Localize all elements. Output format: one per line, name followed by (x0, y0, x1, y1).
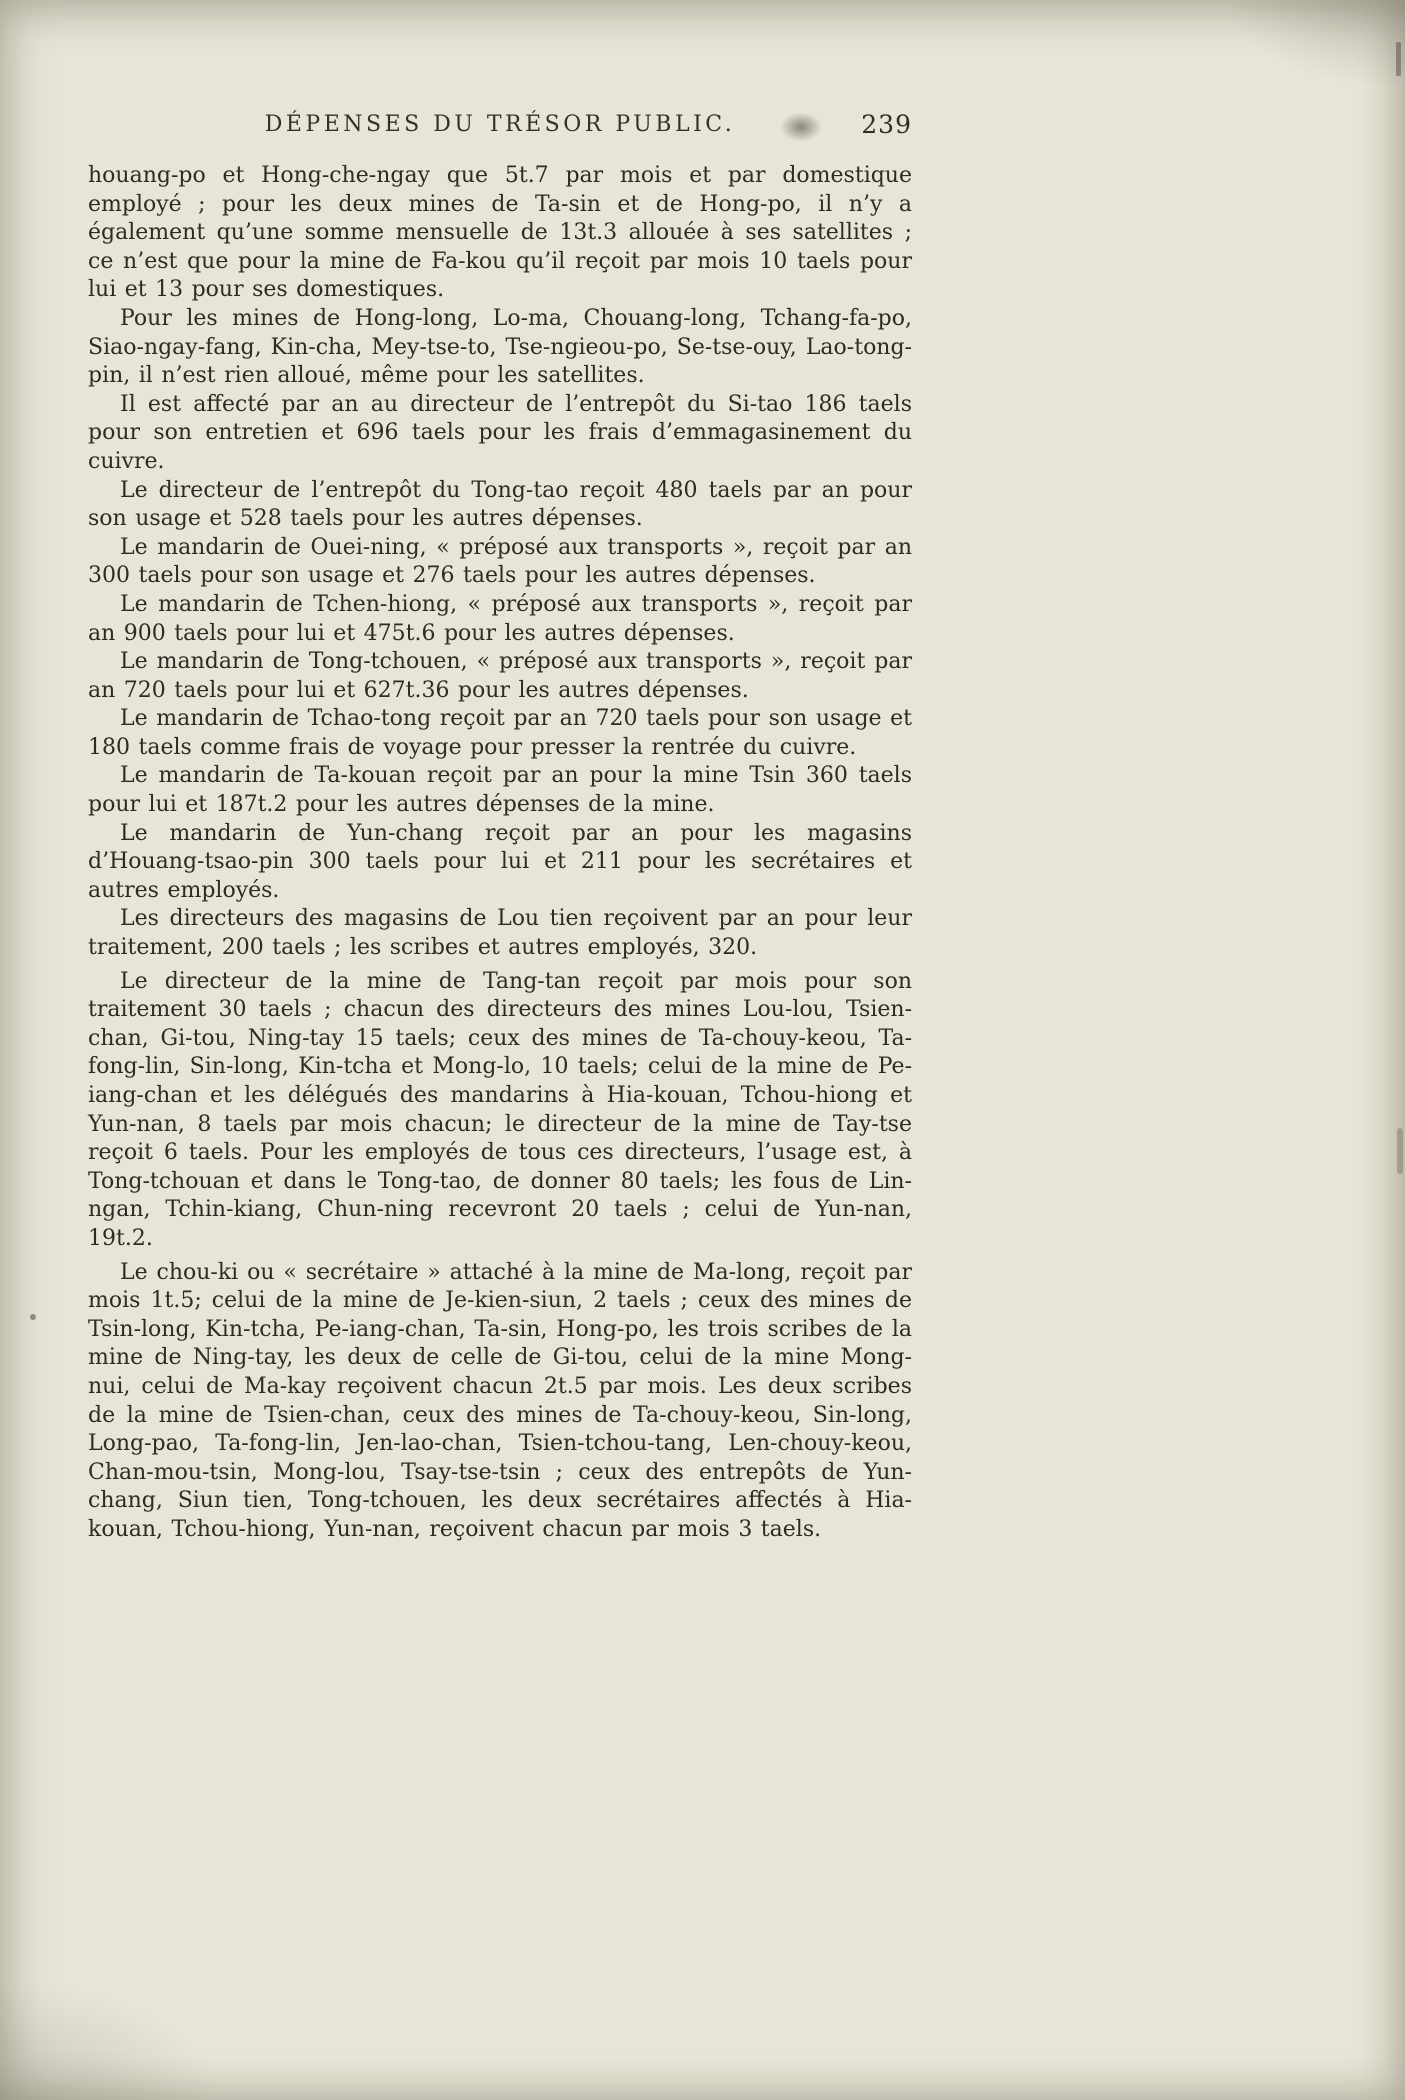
running-head (88, 112, 912, 146)
body-text (88, 162, 912, 1545)
paragraph: Il est affecté par an au directeur de l’entrepôt du Si-tao 186 taels pour son entretien et 696 taels pour les frais d’emmagasinement du cuivre. (88, 391, 912, 474)
paragraph: Le mandarin de Ouei-ning, « préposé aux transports », reçoit par an 300 taels pour son usage et 276 taels pour les autres dépenses. (88, 534, 912, 589)
paragraph: Le chou-ki ou « secrétaire » attaché à la mine de Ma-long, reçoit par mois 1t.5; celui de la mine de Je-kien-siun, 2 taels ; ceux des mines de Tsin-long, Kin-tcha, Pe-iang-chan, Ta-sin, Hong-po, les trois scribes de la mine de Ning-tay, les deux de celle de Gi-tou, celui de la mine Mong-nui, celui de Ma-kay reçoivent chacun 2t.5 par mois. Les deux scribes de la mine de Tsien-chan, ceux des mines de Ta-chouy-keou, Sin-long, Long-pao, Ta-fong-lin, Jen-lao-chan, Tsien-tchou-tang, Len-chouy-keou, Chan-mou-tsin, Mong-lou, Tsay-tse-tsin ; ceux des entrepôts de Yun-chang, Siun tien, Tong-tchouen, les deux secrétaires affectés à Hia-kouan, Tchou-hiong, Yun-nan, reçoivent chacun par mois 3 taels. (88, 1259, 912, 1542)
paragraph: Le mandarin de Yun-chang reçoit par an pour les magasins d’Houang-tsao-pin 300 taels pour lui et 211 pour les secrétaires et autres employés. (88, 820, 912, 903)
paragraph: Pour les mines de Hong-long, Lo-ma, Chouang-long, Tchang-fa-po, Siao-ngay-fang, Kin-cha, Mey-tse-to, Tse-ngieou-po, Se-tse-ouy, Lao-tong-pin, il n’est rien alloué, même pour les satellites. (88, 305, 912, 389)
paragraph: Le directeur de l’entrepôt du Tong-tao reçoit 480 taels par an pour son usage et 528 taels pour les autres dépenses. (88, 477, 912, 532)
page-number: 239 (861, 110, 912, 139)
page-title: DÉPENSES DU TRÉSOR PUBLIC. (264, 112, 736, 137)
page-edge-mark-top (1396, 42, 1401, 76)
page-edge-mark-middle (1397, 1128, 1403, 1174)
scan-shadow-bottom-left (0, 1980, 220, 2100)
paragraph: Le mandarin de Tchen-hiong, « préposé aux transports », reçoit par an 900 taels pour lui et 475t.6 pour les autres dépenses. (88, 591, 912, 646)
paragraph-continuation: houang-po et Hong-che-ngay que 5t.7 par mois et par domestique employé ; pour les deux mines de Ta-sin et de Hong-po, il n’y a également qu’une somme mensuelle de 13t.3 allouée à ses satellites ; ce n’est que pour la mine de Fa-kou qu’il reçoit par mois 10 taels pour lui et 13 pour ses domestiques. (88, 163, 912, 303)
paragraph: Le mandarin de Tong-tchouen, « préposé aux transports », reçoit par an 720 taels pour lui et 627t.36 pour les autres dépenses. (88, 649, 912, 703)
ink-speck (30, 1314, 36, 1320)
paragraph: Les directeurs des magasins de Lou tien reçoivent par an pour leur traitement, 200 taels ; les scribes et autres employés, 320. (88, 906, 912, 961)
scan-shadow-top-right (1225, 0, 1405, 90)
paragraph: Le mandarin de Tchao-tong reçoit par an 720 taels pour son usage et 180 taels comme frais de voyage pour presser la rentrée du cuivre. (88, 706, 912, 760)
text-block (88, 112, 912, 1545)
paragraph: Le directeur de la mine de Tang-tan reçoit par mois pour son traitement 30 taels ; chacun des directeurs des mines Lou-lou, Tsien-chan, Gi-tou, Ning-tay 15 taels; ceux des mines de Ta-chouy-keou, Ta-fong-lin, Sin-long, Kin-tcha et Mong-lo, 10 taels; celui de la mine de Pe-iang-chan et les délégués des mandarins à Hia-kouan, Tchou-hiong et Yun-nan, 8 taels par mois chacun; le directeur de la mine de Tay-tse reçoit 6 taels. Pour les employés de tous ces directeurs, l’usage est, à Tong-tchouan et dans le Tong-tao, de donner 80 taels; les fous de Lin-ngan, Tchin-kiang, Chun-ning recevront 20 taels ; celui de Yun-nan, 19t.2. (88, 968, 912, 1251)
paragraph: Le mandarin de Ta-kouan reçoit par an pour la mine Tsin 360 taels pour lui et 187t.2 pour les autres dépenses de la mine. (88, 763, 912, 818)
